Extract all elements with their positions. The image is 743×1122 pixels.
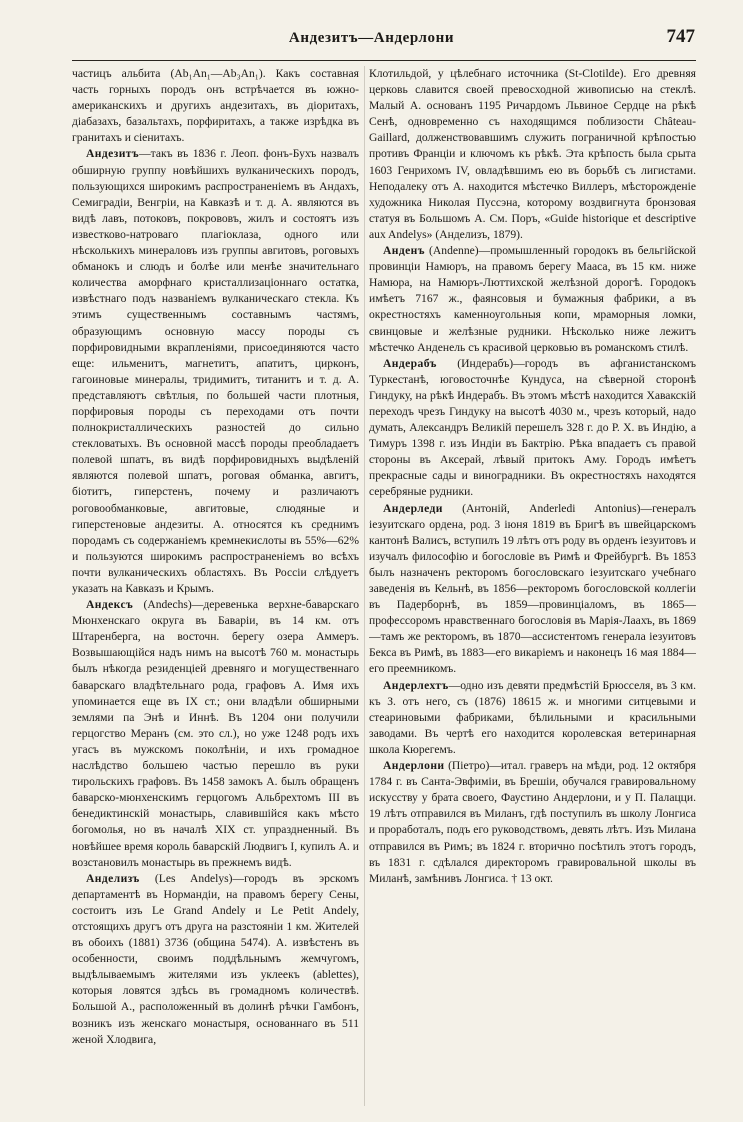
entry-headword: Андерледи xyxy=(383,501,443,515)
entry-headword: Андезитъ xyxy=(86,147,140,161)
page-number: 747 xyxy=(666,26,695,47)
entry-body: (Піетро)—итал. граверъ на мѣди, род. 12 октября 1784 г. въ Санта-Эвфиміи, въ Брешіи, обучался гравировальному искусству у брата своего, Фаустино Андерлони, и у П. Палацци. 19 лѣтъ отправился въ Миланъ, гдѣ поступилъ въ школу Лонгиса и проработалъ, подъ его руководствомъ, девять лѣтъ. Изъ Милана отправился въ Римъ; въ 1824 г. вторично посѣтилъ этотъ городъ, въ 1831 г. сдѣлался директоромъ гравировальной школы въ Миланѣ, замѣнивъ Лонгиса. † 13 окт. xyxy=(369,759,696,885)
right-column xyxy=(369,66,696,1116)
entry-andeliz xyxy=(72,871,359,1048)
page-header xyxy=(0,26,743,52)
entry-body: (Антоній, Anderledi Antonius)—генералъ іезуитскаго ордена, род. 3 іюня 1819 въ Бригѣ въ швейцарскомъ кантонѣ Валисъ, вступилъ 19 лѣтъ отъ роду въ орденъ іезуитовъ и изучалъ философію и богословіе въ Римѣ и Фрейбургѣ. Въ 1853 былъ назначенъ ректоромъ богословскаго іезуитскаго учебнаго заведенія въ Кельнѣ, въ 1856—ректоромъ богословской коллегіи въ Падерборнѣ, въ 1859—провинціаломъ, въ 1865—профессоромъ нравственнаго богословія въ Марія-Лаахъ, въ 1869—тамъ же ректоромъ, въ 1870—ассистентомъ генерала іезуитовъ Бекса въ Римѣ, въ 1883—его викаріемъ и наконецъ 16 мая 1884—его преемникомъ. xyxy=(369,501,696,676)
left-column xyxy=(72,66,359,1116)
column-divider xyxy=(364,66,365,1106)
entry-continuation: частицъ альбита (Ab₁An₁—Ab₃An₁). Какъ составная часть горныхъ породъ онъ встрѣчается въ южно-американскихъ и другихъ андезитахъ, въ діоритахъ, діабазахъ, базальтахъ, порфиритахъ, а также изрѣдка въ гранитахъ и сіенитахъ. xyxy=(72,67,359,145)
entry-anderledi xyxy=(369,501,696,678)
entry-body: (Andenne)—промышленный городокъ въ бельгійской провинціи Намюръ, на правомъ берегу Мааса, въ 15 км. ниже Намюра, на Намюръ-Люттихской желѣзной дорогѣ. Городокъ имѣетъ 7167 ж., фаянсовыя и бумажныя фабрики, а въ окрестностяхъ каменноугольныя копи, мраморныя ломки, свинцовые и желѣзные рудники. Нѣсколько ниже лежитъ мѣстечко Анденель съ красивой церковью въ романскомъ стилѣ. xyxy=(369,244,696,354)
entry-anden xyxy=(369,243,696,356)
entry-anderab xyxy=(369,356,696,501)
entry-body: —такъ въ 1836 г. Леоп. фонъ-Бухъ назвалъ обширную группу новѣйшихъ вулканическихъ породъ, пользующихся широкимъ распространеніемъ въ Андахъ, Семиградіи, Венгріи, на Кавказѣ и т. д. А. являются въ видѣ лавъ, потоковъ, покрововъ, жилъ и состоятъ изъ известково-натроваго плагіоклаза, одного или нѣсколькихъ минераловъ изъ группы авгитовъ, роговыхъ обманокъ и слюдъ и болѣе или менѣе значительнаго количества аморфнаго кристаллизаціоннаго остатка, извѣстнаго подъ названіемъ вулканическаго стекла. Къ этимъ существеннымъ составнымъ частямъ, образующимъ основную массу породы съ порфировидными вкрапленіями, присоединяются часто еще: ильменитъ, магнетитъ, апатитъ, цирконъ, гагоиновые минералы, тридимитъ, титанитъ и т. д. А. представляютъ свѣтлыя, по большей части плотныя, порфировыя породы съ переходами отъ почти полнокристаллическихъ разностей до сильно стекловатыхъ. Въ основной массѣ породы преобладаетъ полевой шпатъ, въ видѣ порфировидныхъ выдѣленій являются полевой шпатъ, роговая обманка, авгитъ, біотитъ, гиперстенъ, почему и различаютъ роговообманковые, авгитовые, слюдяные и гиперстеновые андезиты. А. относятся къ среднимъ породамъ съ содержаніемъ кремнекислоты въ 55%—62% и пользуются широкимъ распространеніемъ во всѣхъ почти вулканическихъ областяхъ. Въ Россіи слѣдуетъ указать на Кавказъ и Крымъ. xyxy=(72,147,359,595)
entry-body: (Andechs)—деревенька верхне-баварскаго Мюнхенскаго округа въ Баваріи, въ 14 км. отъ Штаренберга, на восточн. берегу озера Аммеръ. Возвышающійся надъ нимъ на высотѣ 760 м. монастырь былъ нѣкогда резиденціей древняго и могущественнаго баварскаго владѣтельнаго рода, графовъ А. Имя ихъ упоминается еще въ IX ст.; они владѣли обширными землями па Энѣ и Иннѣ. Въ 1204 они получили герцогство Меранъ (см. это сл.), но уже 1248 родъ ихъ угасъ въ мужскомъ поколѣніи, и ихъ громадное наслѣдство большею частью перешло въ руки тирольскихъ графовъ. Въ 1458 замокъ А. былъ обращенъ баварско-мюнхенскимъ герцогомъ Альбрехтомъ III въ бенедиктинскій монастырь, славившійся какъ мѣсто богомолья, но въ началѣ XIX ст. упраздненный. Въ новѣйшее время король баварскій Людвигъ I, купилъ А. и возстановилъ монастырь въ прежнемъ видѣ. xyxy=(72,598,359,869)
entry-anderloni xyxy=(369,758,696,887)
entry-body: (Индерабъ)—городъ въ афганистанскомъ Туркестанѣ, юговосточнѣе Кундуса, на сѣверной сторонѣ Гиндуку, на рѣкѣ Индерабъ. Въ этомъ мѣстѣ находится Хавакскій переходъ чрезъ Гиндуку на высотѣ 4030 м., чрезъ который, надо думать, Александръ Великій перешелъ 328 г. до Р. Х. въ Индію, а Тимуръ 1398 г. изъ Индіи въ Бактрію. Рѣка впадаетъ съ правой стороны въ Аксерай, лѣвый притокъ Аму. Городъ имѣетъ прекрасные сады и виноградники. Въ окрестностяхъ находятся серебряные рудники. xyxy=(369,356,696,499)
entry-headword: Андерлони xyxy=(383,759,445,773)
header-rule xyxy=(72,60,696,61)
entry-headword: Анделизъ xyxy=(86,871,140,885)
entry-headword: Андерабъ xyxy=(383,356,437,370)
entry-andezit xyxy=(72,146,359,597)
entry-headword: Андерлехтъ xyxy=(383,678,449,692)
entry-headword: Андексъ xyxy=(86,598,134,612)
entry-continuation: Клотильдой, у цѣлебнаго источника (St-Clotilde). Его древняя церковь славится своей превосходной живописью на стеклѣ. Малый А. основанъ 1195 Ричардомъ Львиное Сердце на рѣкѣ Сенѣ, одновременно съ находящимся поблизости Château-Gaillard, долженствовавшимъ служить пограничной крѣпостью противъ Франціи и ключомъ къ рѣкѣ. Эта крѣпость была срыта 1603 Генрихомъ IV, овладѣвшимъ ею въ борьбѣ съ лигистами. Неподалеку отъ А. находится мѣстечко Виллеръ, мѣсторожденіе художника Николая Пуссэна, которому воздвигнута бронзовая статуя въ Большомъ А. См. Поръ, «Guide historique et descriptive aux Andelys» (Анделизъ, 1879). xyxy=(369,67,696,241)
entry-andeks xyxy=(72,597,359,871)
entry-body: —одно изъ девяти предмѣстій Брюсселя, въ 3 км. къ З. отъ него, съ (1876) 18615 ж. и многими ситцевыми и стеариновыми фабриками, бѣлильными и красильными заводами. Въ чертѣ его находится королевская ветеринарная школа Кюрегемъ. xyxy=(369,678,696,756)
entry-anderlekht xyxy=(369,678,696,758)
entry-body: (Les Andelys)—городъ въ эрскомъ департаментѣ въ Нормандіи, на правомъ берегу Сены, состоитъ изъ Le Grand Andely и Le Petit Andely, отстоящихъ другъ отъ друга на разстояніи 1 км. Жителей въ обоихъ (1881) 3736 (община 5474). А. извѣстенъ въ особенности, своимъ поддѣльнымъ жемчугомъ, выдѣлываемымъ жителями изъ уклеекъ (ablettes), которыя ловятся здѣсь въ громадномъ количествѣ. Большой А., расположенный въ долинѣ рѣчки Гамбонъ, возникъ изъ женскаго монастыря, основаннаго въ 511 женой Хлодвига, xyxy=(72,871,359,1046)
running-head: Андезитъ—Андерлони xyxy=(288,30,455,46)
entry-headword: Анденъ xyxy=(383,244,425,258)
